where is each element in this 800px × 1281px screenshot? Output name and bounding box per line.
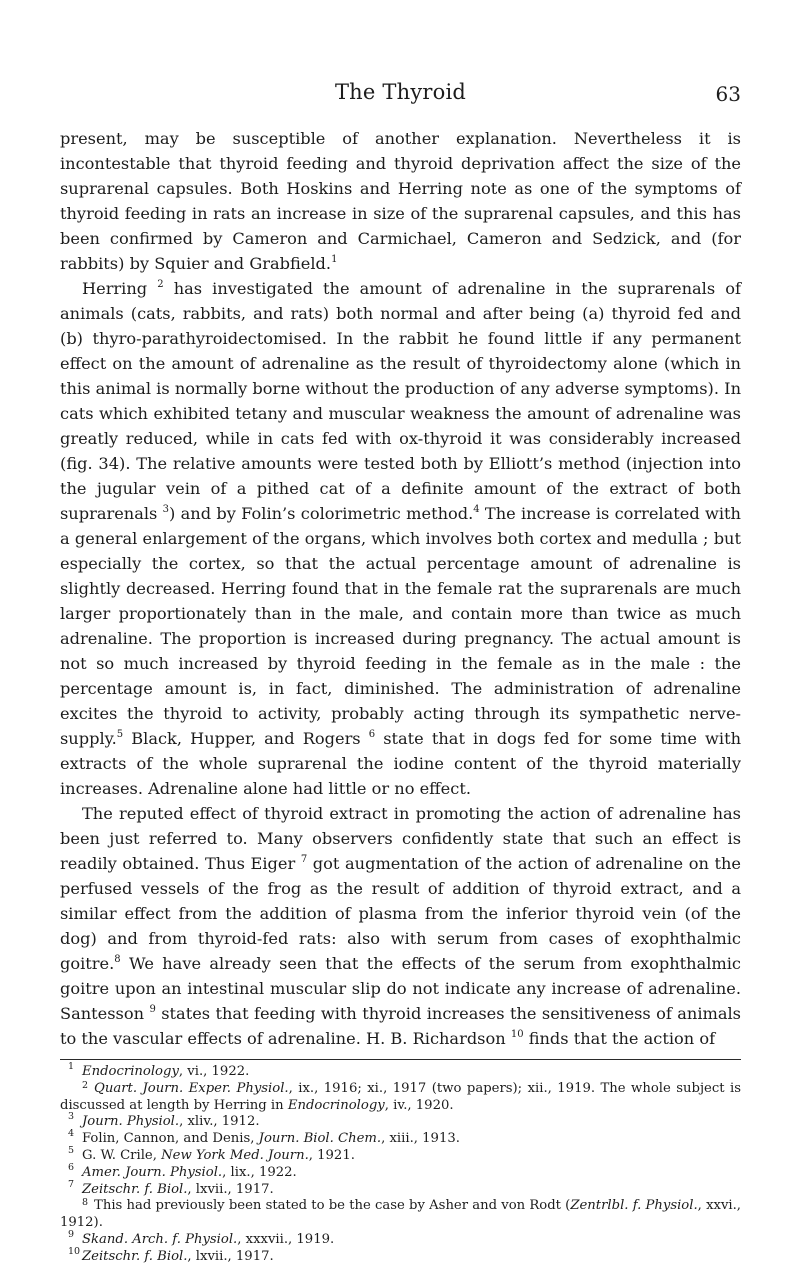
footnote-source: Amer. Journ. Physiol. xyxy=(82,1164,223,1180)
footnote-detail: , lxvii., 1917. xyxy=(187,1181,274,1197)
paragraph-text: The reputed effect of thyroid extract in promoting the action of adrenaline has been just referred to. Many observers confidently state that such an effect is readily obtained. Thus Eiger xyxy=(60,804,741,873)
footnote-divider xyxy=(60,1059,741,1060)
paragraph-text: We have already seen that the effects of the serum from exophthalmic goitre upon an intestinal muscular slip do not indicate any increase of adrenaline. Santesson xyxy=(60,954,741,1023)
paragraph-1 xyxy=(60,126,741,276)
footnote-source: Zeitschr. f. Biol. xyxy=(82,1181,188,1197)
footnotes xyxy=(60,1061,742,1266)
footnote-8 xyxy=(60,1198,741,1232)
footnote-6 xyxy=(60,1161,741,1182)
footnote-9 xyxy=(60,1228,741,1249)
footnote-detail: , xxvi., 1912). xyxy=(60,1198,742,1231)
footnote-number: 9 xyxy=(68,1228,75,1240)
footnote-ref[interactable]: 9 xyxy=(149,1003,156,1015)
running-title: The Thyroid xyxy=(334,80,467,104)
footnote-ref[interactable]: 1 xyxy=(331,253,338,265)
footnote-ref[interactable]: 3 xyxy=(162,503,170,515)
paragraph-2 xyxy=(60,276,741,801)
footnote-number: 4 xyxy=(68,1128,75,1140)
paragraph-text: has investigated the amount of adrenaline in the suprarenals of animals (cats, rabbits, and rats) both normal and after being (a) thyroid fed and (b) thyro-parathyroidectomised. In the rabbit he found little if any permanent effect on the amount of adrenaline as the result of thyroidectomy alone (which in this animal is normally borne without the production of any adverse symptoms). In cats which exhibited tetany and muscular weakness the amount of adrenaline was greatly reduced, while in cats fed with ox-thyroid it was considerably increased (fig. 34). The relative amounts were tested both by Elliott’s method (injection into the jugular vein of a pithed cat of a definite amount of the extract of both suprarenals xyxy=(60,279,741,523)
footnote-source: Journ. Physiol. xyxy=(82,1114,180,1130)
page-number: 63 xyxy=(715,82,741,106)
footnote-4 xyxy=(60,1128,741,1148)
footnote-authors: This had previously been stated to be the case by Asher and von Rodt ( xyxy=(94,1198,571,1214)
footnote-ref[interactable]: 5 xyxy=(116,728,124,740)
paragraph-text: states that feeding with thyroid increases the sensitiveness of animals to the vascular effects of adrenaline. H. B. Richardson xyxy=(60,1004,741,1048)
footnote-number: 5 xyxy=(68,1144,75,1156)
footnote-number: 6 xyxy=(68,1161,75,1173)
footnote-source: Quart. Journ. Exper. Physiol. xyxy=(94,1080,289,1096)
paragraph-text: got augmentation of the action of adrenaline on the perfused vessels of the frog as the result of addition of thyroid extract, and a similar effect from the addition of plasma from the inferior thyroid vein (of the dog) and from thyroid-fed rats: also with serum from cases of exophthalmic goitre. xyxy=(60,854,741,973)
footnote-source: Zeitschr. f. Biol. xyxy=(82,1248,188,1264)
footnote-source: Endocrinology xyxy=(82,1064,179,1079)
footnote-10 xyxy=(60,1245,741,1266)
footnote-number: 7 xyxy=(68,1178,75,1190)
footnote-detail: , vi., 1922. xyxy=(178,1064,250,1079)
page-header xyxy=(60,70,741,110)
footnote-ref[interactable]: 10 xyxy=(510,1028,524,1040)
paragraph-text: present, may be susceptible of another explanation. Nevertheless it is incontestable that thyroid feeding and thyroid deprivation affect the size of the suprarenal capsules. Both Hoskins and Herring note as one of the symptoms of thyroid feeding in rats an increase in size of the suprarenal capsules, and this has been confirmed by Cameron and Carmichael, Cameron and Sedzick, and (for rabbits) by Squier and Grabfield. xyxy=(60,129,741,273)
footnote-number: 3 xyxy=(68,1111,75,1123)
footnote-1 xyxy=(60,1061,741,1081)
book-page xyxy=(60,70,741,1266)
footnote-number: 2 xyxy=(82,1079,89,1091)
paragraph-text: Black, Hupper, and Rogers xyxy=(123,729,361,748)
footnote-source: Journ. Biol. Chem. xyxy=(258,1131,382,1147)
paragraph-text: finds that the action of xyxy=(523,1029,716,1048)
footnote-detail: , xxxvii., 1919. xyxy=(237,1231,335,1247)
footnote-detail: , lxvii., 1917. xyxy=(187,1248,274,1264)
footnote-source: Endocrinology xyxy=(287,1097,385,1113)
footnote-source: Skand. Arch. f. Physiol. xyxy=(82,1231,238,1247)
footnote-detail: , xiii., 1913. xyxy=(381,1131,460,1147)
footnote-2 xyxy=(60,1081,741,1115)
footnote-detail: , iv., 1920. xyxy=(384,1097,454,1113)
footnote-ref[interactable]: 4 xyxy=(473,503,480,515)
footnote-source: New York Med. Journ. xyxy=(161,1147,309,1163)
footnote-ref[interactable]: 7 xyxy=(300,853,308,865)
footnote-number: 1 xyxy=(68,1061,75,1072)
footnote-3 xyxy=(60,1111,741,1131)
footnote-7 xyxy=(60,1178,741,1199)
footnote-authors: Folin, Cannon, and Denis, xyxy=(82,1131,259,1147)
footnote-detail: , 1921. xyxy=(308,1147,355,1163)
footnote-number: 10 xyxy=(68,1245,81,1257)
paragraph-text: state that in dogs fed for some time with extracts of the whole suprarenal the iodine content of the thyroid materially increases. Adrenaline alone had little or no effect. xyxy=(60,729,741,798)
paragraph-3 xyxy=(60,801,741,1051)
paragraph-text: ) and by Folin’s colorimetric method. xyxy=(169,504,474,523)
footnote-authors: G. W. Crile, xyxy=(82,1147,162,1163)
footnote-detail: , lix., 1922. xyxy=(222,1164,297,1180)
body-text xyxy=(60,126,741,1051)
footnote-number: 8 xyxy=(82,1197,89,1209)
footnote-source: Zentrlbl. f. Physiol. xyxy=(570,1198,698,1214)
paragraph-text: The increase is correlated with a general enlargement of the organs, which involves both cortex and medulla ; but especially the cortex, so that the actual percentage amount of adrenaline is slightly decreased. Herring found that in the female rat the suprarenals are much larger proportionately than in the male, and contain more than twice as much adrenaline. The proportion is increased during pregnancy. The actual amount is not so much increased by thyroid feeding in the female as in the male : the percentage amount is, in fact, diminished. The administration of adrenaline excites the thyroid to activity, probably acting through its sympathetic nerve-supply. xyxy=(60,504,741,748)
footnote-detail: , xliv., 1912. xyxy=(179,1114,260,1130)
footnote-detail: , ix., 1916; xi., 1917 (two papers); xii., 1919. The whole subject is discussed at length by Herring in xyxy=(60,1080,741,1113)
footnote-ref[interactable]: 6 xyxy=(368,728,376,740)
footnote-5 xyxy=(60,1144,741,1165)
footnote-ref[interactable]: 8 xyxy=(114,953,121,965)
paragraph-text: Herring xyxy=(82,279,148,298)
footnote-ref[interactable]: 2 xyxy=(157,278,164,290)
